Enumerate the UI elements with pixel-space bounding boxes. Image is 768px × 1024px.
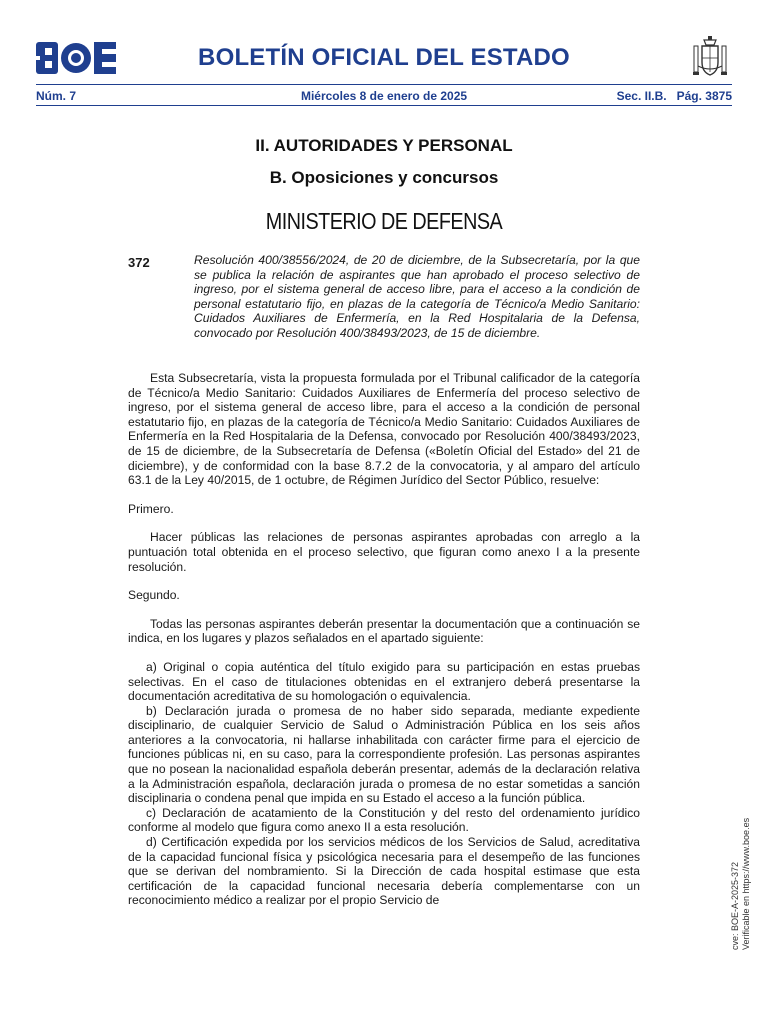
- disposition-title: Resolución 400/38556/2024, de 20 de diciembre, de la Subsecretaría, por la que se publica la relación de aspirantes que han aprobado el proceso selectivo de ingreso, por el sistema general de acceso libre, para el acceso a la condición de personal estatutario fijo, en plazas de la categoría de Técnico/a Medio Sanitario: Cuidados Auxiliares de Enfermería, en la Red Hospitalaria de la Defensa, convocado por Resolución 400/38493/2023, de 15 de diciembre.: [194, 253, 640, 340]
- section-title: II. AUTORIDADES Y PERSONAL: [255, 136, 513, 155]
- cve-code: cve: BOE-A-2025-372: [730, 861, 740, 950]
- subsection-title: B. Oposiciones y concursos: [269, 168, 499, 187]
- intro-paragraph: Esta Subsecretaría, vista la propuesta formulada por el Tribunal calificador de la categoría de Técnico/a Medio Sanitario: Cuidados Auxiliares de Enfermería del proceso selectivo de ingreso, por el sistema general de acceso libre, para el acceso a la condición de personal estatutario fijo, en plazas de la categoría de Técnico/a Medio Sanitario: Cuidados Auxiliares de Enfermería en la Red Hospitalaria de la Defensa, convocado por Resolución 400/38493/2023, de 15 de diciembre, de la Subsecretaría de Defensa («Boletín Oficial del Estado» del 21 de diciembre), y de conformidad con la base 8.7.2 de la convocatoria, y al amparo del artículo 63.1 de la Ley 40/2015, de 1 octubre, de Régimen Jurídico del Sector Público, resuelve:: [128, 371, 640, 488]
- list-item: a) Original o copia auténtica del título exigido para su participación en estas pruebas selectivas. En el caso de titulaciones obtenidas en el extranjero deberá presentarse la documentación acreditativa de su homologación o equivalencia.: [128, 659, 640, 704]
- issue-date: Miércoles 8 de enero de 2025: [300, 89, 468, 103]
- boe-logo: [36, 42, 116, 74]
- ministry-name: MINISTERIO DE DEFENSA: [265, 208, 503, 234]
- masthead-title: BOLETÍN OFICIAL DEL ESTADO: [198, 44, 570, 71]
- section-page: [607, 89, 732, 103]
- list-item: b) Declaración jurada o promesa de no haber sido separada, mediante expediente disciplinario, de cualquier Servicio de Salud o Administración Pública en los seis años anteriores a la convocatoria, ni hallarse inhabilitada con carácter firme para el ejercicio de funciones públicas ni, en su caso, para la correspondiente profesión. Las personas aspirantes que no posean la nacionalidad española deberán presentar, además de la declaración relativa a la Administración española, declaración jurada o promesa de no estar sometidas a sanción disciplinaria o condena penal que impida en su Estado el acceso a la función pública.: [128, 703, 640, 806]
- verification-sidebar: [730, 730, 752, 950]
- heading-primero: Primero.: [128, 501, 174, 516]
- list-item: c) Declaración de acatamiento de la Constitución y del resto del ordenamiento jurídico conforme al modelo que figura como anexo II a esta resolución.: [128, 805, 640, 835]
- coat-of-arms-icon: [690, 36, 730, 80]
- page-number: Pág. 3875: [676, 89, 732, 103]
- header-rule: [36, 105, 732, 106]
- paragraph-segundo: Todas las personas aspirantes deberán presentar la documentación que a continuación se indica, en los lugares y plazos señalados en el apartado siguiente:: [128, 616, 640, 646]
- paragraph-primero: Hacer públicas las relaciones de personas aspirantes aprobadas con arreglo a la puntuación total obtenida en el proceso selectivo, que figuran como anexo I a la presente resolución.: [128, 530, 640, 574]
- heading-segundo: Segundo.: [128, 588, 180, 603]
- issue-number: Núm. 7: [36, 89, 77, 103]
- verify-link[interactable]: Verificable en https://www.boe.es: [741, 817, 751, 950]
- header-rule: [36, 84, 732, 85]
- document-body: [128, 371, 640, 908]
- disposition-number: 372: [128, 255, 150, 270]
- section-code: Sec. II.B.: [616, 89, 667, 103]
- list-item: d) Certificación expedida por los servicios médicos de los Servicios de Salud, acreditativa de la capacidad funcional física y psicológica necesaria para el desempeño de las funciones que se derivan del nombramiento. Si la Dirección de cada hospital estimase que esta certificación de la capacidad funcional necesaria debería complementarse con un reconocimiento médico a realizar por el propio Servicio de: [128, 835, 640, 908]
